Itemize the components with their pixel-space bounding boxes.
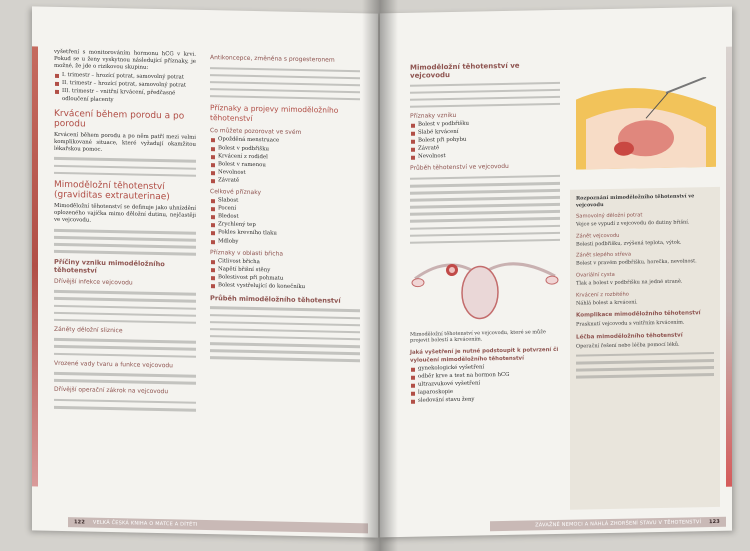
heading-cause-4: Dřívější operační zákrok na vejcovodu: [54, 386, 169, 396]
list-item: Mdloby: [210, 238, 360, 248]
text-lines: [54, 157, 196, 177]
heading-symptoms-right: Příznaky vzniku: [410, 111, 457, 120]
sidebar-item-title: Komplikace mimoděložního těhotenství: [576, 310, 701, 319]
left-column-2: [210, 50, 360, 366]
heading-bleeding: Krvácení během porodu a po porodu: [54, 108, 185, 130]
list-item: Bolest v podbřišku: [410, 119, 560, 129]
intro-list: [54, 72, 196, 105]
text-lines: [54, 399, 196, 412]
text-lines: [410, 175, 560, 244]
footer-title: ZÁVAŽNÉ NEMOCI A NÁHLÁ ZHORŠENÍ STAVU V TĚHOTENSTVÍ: [535, 519, 702, 529]
list-item: II. trimestr – hrozící potrat, samovolný potrat: [54, 80, 196, 90]
list-item: laparoskopie: [410, 387, 560, 397]
list-item: Opožděná menstruace: [210, 137, 360, 147]
sidebar-item-title: Zánět slepého střeva: [576, 251, 632, 259]
sidebar-item-title: Ovariální cysta: [576, 271, 615, 279]
heading-cause-3: Vrozené vady tvaru a funkce vejcovodu: [54, 359, 173, 369]
page-edge-color-strip: [726, 47, 732, 487]
list-item: Bledost: [210, 213, 360, 223]
list-item: Nevolnost: [210, 169, 360, 179]
anatomy-illustration: [576, 77, 716, 170]
sidebar-item-text: Prasknutí vejcovodu s vnitřním krvácením.: [576, 319, 685, 328]
page-number: 122: [74, 519, 86, 526]
heading-general: Celkové příznaky: [210, 188, 262, 197]
heading-causes: Příčiny vzniku mimoděložního těhotenství: [54, 257, 165, 275]
exams-list: [410, 363, 560, 405]
text-lines: [410, 81, 560, 108]
list-item: ultrazvukové vyšetření: [410, 379, 560, 389]
heading-tube: Mimoděložní těhotenství ve vejcovodu: [410, 61, 520, 80]
sidebar-item-title: Krvácení z rozbitého: [576, 291, 629, 299]
uterus-illustration: [410, 246, 560, 329]
heading-course: Průběh mimoděložního těhotenství: [210, 294, 341, 305]
text-lines: [54, 372, 196, 385]
page-number: 123: [708, 518, 720, 526]
heading-watch: Co můžete pozorovat ve svém: [210, 127, 302, 137]
text-lines: [54, 338, 196, 358]
list-item: III. trimestr – vnitřní krvácení, předčasné odloučení placenty: [54, 88, 196, 105]
left-column-1: [54, 49, 196, 416]
list-item: Pokles krevního tlaku: [210, 230, 360, 240]
left-page: [32, 6, 378, 537]
signs-list: [210, 258, 360, 293]
sidebar-item-text: Operační řešení nebo léčba pomocí léků.: [576, 341, 680, 350]
list-item: Bolest v podbřišku: [210, 145, 360, 155]
text-lines: [210, 307, 360, 362]
list-item: Bolest vystřelující do konečníku: [210, 282, 360, 292]
list-item: gynekologické vyšetření: [410, 363, 560, 373]
page-edge-color-strip: [32, 46, 38, 486]
list-item: Bolest při pohybu: [410, 135, 560, 145]
sidebar-caption: Rozpoznání mimoděložního těhotenství ve vejcovodu: [576, 193, 695, 209]
bleeding-text: Krvácení během porodu a po něm patří mezi velmi komplikované situace, které vyžadují okamžitou lékařskou pomoc.: [54, 131, 196, 153]
list-item: odběr krve a test na hormon hCG: [410, 371, 560, 381]
list-item: Slabost: [210, 197, 360, 207]
right-page: [380, 7, 732, 538]
sidebar-item-text: Bolesti podbřišku, zvýšená teplota, výtok.: [576, 239, 682, 248]
sidebar-list: [570, 210, 720, 378]
text-lines: [54, 229, 196, 256]
list-item: Závratě: [410, 143, 560, 153]
heading-exams: Jaká vyšetření je nutné podstoupit k potvrzení či vyloučení mimoděložního těhotenství: [410, 347, 559, 364]
list-item: Bolest v ramenou: [210, 161, 360, 171]
heading-signs: Příznaky v oblasti břicha: [210, 248, 284, 258]
left-footer: [68, 517, 368, 533]
heading-contraception: Antikoncepce, změněna s progesteronem: [210, 54, 335, 64]
watch-list: [210, 137, 360, 188]
text-lines: [210, 67, 360, 101]
sidebar-item-text: Náhlá bolest a krvácení.: [576, 298, 638, 307]
footer-title: VELKÁ ČESKÁ KNIHA O MATCE A DÍTĚTI: [92, 519, 198, 528]
symptoms-list: [410, 119, 560, 161]
heading-cause-1: Dřívější infekce vejcovodu: [54, 277, 133, 287]
list-item: Slabé krvácení: [410, 127, 560, 137]
heading-symptoms: Příznaky a projevy mimoděložního těhotenství: [210, 103, 339, 124]
list-item: Nevolnost: [410, 151, 560, 161]
sidebar-item-title: Léčba mimoděložního těhotenství: [576, 332, 683, 341]
text-lines: [576, 352, 714, 379]
sidebar-item-text: Vejce se vypudí z vejcovodu do dutiny břišní.: [576, 219, 690, 228]
list-item: sledování stavu ženy: [410, 395, 560, 405]
figure-caption: Mimoděložní těhotenství ve vejcovodu, které se může projevit bolestí a krvácením.: [410, 329, 546, 345]
list-item: Napětí břišní stěny: [210, 266, 360, 276]
sidebar-item-text: Bolest v pravém podbřišku, horečka, nevolnost.: [576, 258, 697, 267]
heading-course-right: Průběh těhotenství ve vejcovodu: [410, 163, 509, 173]
heading-ectopic: Mimoděložní těhotenství (graviditas extrauterinae): [54, 180, 170, 203]
list-item: Krvácení z rodidel: [210, 153, 360, 163]
list-item: Bolestivost při pohmatu: [210, 274, 360, 284]
sidebar-box: [570, 187, 720, 510]
list-item: Zrychlený tep: [210, 221, 360, 231]
list-item: Závratě: [210, 177, 360, 187]
right-column-1: [410, 56, 560, 406]
sidebar-item-title: Samovolný děložní potrat: [576, 212, 643, 220]
list-item: Citlivost břicha: [210, 258, 360, 268]
heading-cause-2: Záněty děložní sliznice: [54, 325, 123, 335]
general-list: [210, 197, 360, 248]
ectopic-text: Mimoděložní těhotenství se definuje jako uhnízdění oplozeného vajíčka mimo děložní dutinu, nejčastěji ve vejcovodu.: [54, 203, 196, 225]
list-item: I. trimestr – hrozící potrat, samovolný potrat: [54, 72, 196, 82]
intro-text: vyšetření s monitorováním hormonu hCG v krvi. Pokud se u ženy vyskytnou následující příznaky, je možné, že jde o rizikovou skupinu:: [54, 48, 196, 72]
right-footer: [490, 517, 726, 532]
sidebar-item-title: Zánět vejcovodu: [576, 232, 620, 240]
list-item: Pocení: [210, 205, 360, 215]
text-lines: [54, 290, 196, 324]
sidebar-item-text: Tlak a bolest v podbřišku na jedné straně.: [576, 278, 683, 287]
